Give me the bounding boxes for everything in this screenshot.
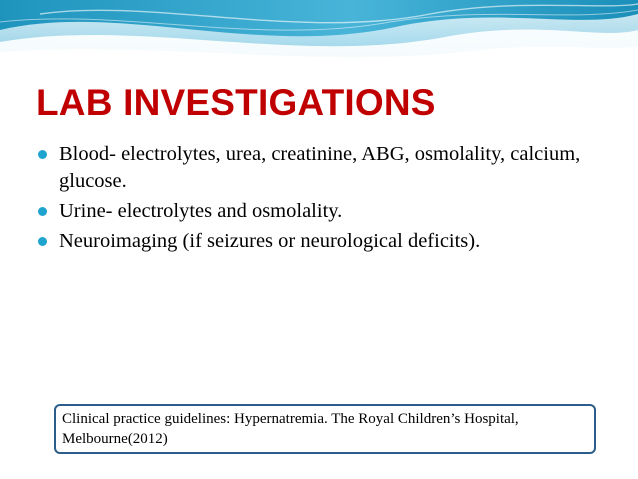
reference-box xyxy=(54,404,596,454)
bullet-item xyxy=(37,141,627,195)
bullet-icon xyxy=(38,237,47,246)
reference-text: Clinical practice guidelines: Hypernatremia. The Royal Children’s Hospital, Melbourne(2012) xyxy=(62,411,519,447)
bullet-item xyxy=(37,198,627,225)
bullet-list xyxy=(37,141,627,258)
bullet-text: Blood- electrolytes, urea, creatinine, ABG, osmolality, calcium, glucose. xyxy=(59,143,581,192)
bullet-icon xyxy=(38,150,47,159)
bullet-text: Urine- electrolytes and osmolality. xyxy=(59,200,343,222)
decorative-banner xyxy=(0,0,638,64)
bullet-item xyxy=(37,228,627,255)
slide-title: LAB INVESTIGATIONS xyxy=(36,82,436,123)
wave-banner-graphic xyxy=(0,0,638,64)
bullet-icon xyxy=(38,207,47,216)
bullet-text: Neuroimaging (if seizures or neurological deficits). xyxy=(59,230,481,252)
